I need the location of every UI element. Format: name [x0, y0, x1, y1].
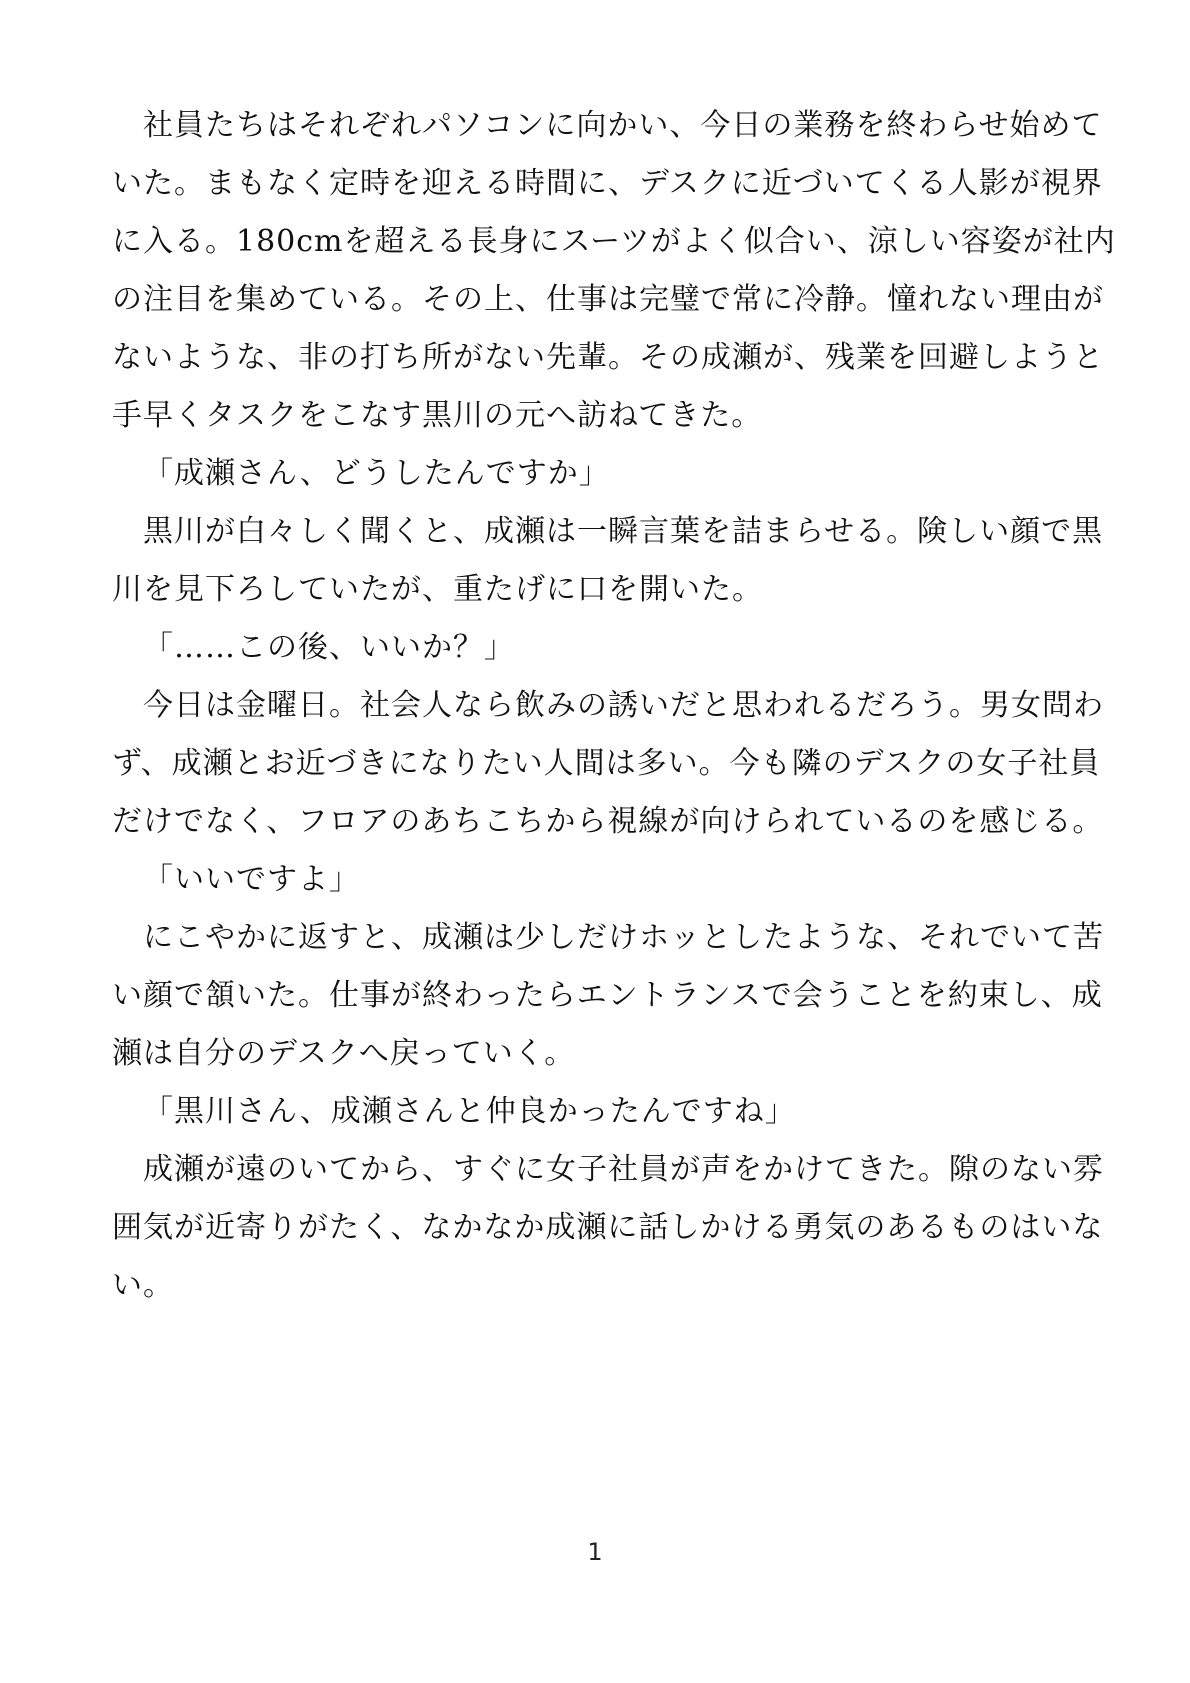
- page-number: 1: [587, 1538, 603, 1566]
- text-line: ないような、非の打ち所がない先輩。その成瀬が、残業を回避しようと: [112, 340, 1104, 375]
- text-line: 成瀬が遠のいてから、すぐに女子社員が声をかけてきた。隙のない雰: [143, 1152, 1104, 1187]
- dialogue-line: 「黒川さん、成瀬さんと仲良かったんですね」: [143, 1094, 796, 1129]
- text-line: の注目を集めている。その上、仕事は完璧で常に冷静。憧れない理由が: [112, 282, 1104, 317]
- text-line: 社員たちはそれぞれパソコンに向かい、今日の業務を終わらせ始めて: [143, 108, 1103, 143]
- text-line: 黒川が白々しく聞くと、成瀬は一瞬言葉を詰まらせる。険しい顔で黒: [143, 514, 1104, 549]
- dialogue-line: 「成瀬さん、どうしたんですか」: [143, 456, 610, 491]
- text-line: だけでなく、フロアのあちこちから視線が向けられているのを感じる。: [112, 804, 1104, 839]
- text-line: にこやかに返すと、成瀬は少しだけホッとしたような、それでいて苦: [143, 920, 1104, 955]
- dialogue-line: 「いいですよ」: [143, 862, 360, 897]
- text-line: 今日は金曜日。社会人なら飲みの誘いだと思われるだろう。男女問わ: [143, 688, 1104, 723]
- text-line: に入る。180cmを超える長身にスーツがよく似合い、涼しい容姿が社内: [112, 224, 1116, 259]
- body-text: [112, 103, 1116, 1321]
- text-line: 川を見下ろしていたが、重たげに口を開いた。: [112, 572, 763, 607]
- text-line: ず、成瀬とお近づきになりたい人間は多い。今も隣のデスクの女子社員: [112, 746, 1101, 781]
- text-line: 囲気が近寄りがたく、なかなか成瀬に話しかける勇気のあるものはいな: [112, 1210, 1104, 1245]
- dialogue-line: 「……この後、いいか？」: [143, 630, 515, 665]
- text-line: 手早くタスクをこなす黒川の元へ訪ねてきた。: [112, 398, 763, 433]
- text-line: い顔で頷いた。仕事が終わったらエントランスで会うことを約束し、成: [112, 978, 1103, 1013]
- text-line: 瀬は自分のデスクへ戻っていく。: [112, 1036, 576, 1071]
- text-line: いた。まもなく定時を迎える時間に、デスクに近づいてくる人影が視界: [112, 166, 1103, 201]
- text-line: い。: [112, 1268, 174, 1303]
